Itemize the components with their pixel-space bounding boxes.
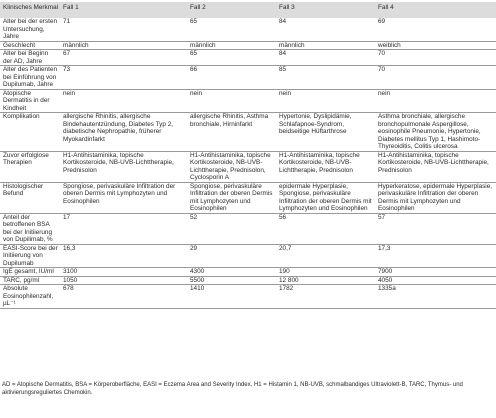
header-cell-case-1: Fall 1	[60, 2, 187, 18]
table-cell: 4050	[375, 276, 496, 285]
header-cell-case-3: Fall 3	[276, 2, 375, 18]
table-row	[0, 213, 496, 244]
row-label: TARC, pg/ml	[0, 276, 60, 285]
table-cell: 16,3	[60, 244, 187, 268]
table-cell: 5500	[187, 276, 276, 285]
table-row	[0, 151, 496, 182]
table-cell: 85	[276, 66, 375, 90]
table-cell: 678	[60, 285, 187, 309]
table-cell: 12 800	[276, 276, 375, 285]
header-cell-case-4: Fall 4	[375, 2, 496, 18]
table-cell: 70	[375, 66, 496, 90]
row-label: Alter bei der ersten Untersuchung, Jahre	[0, 18, 60, 41]
table-footnote: AD = Atopische Dermatitis, BSA = Körperoberfläche, EASI = Eczema Area and Severity Index, H1 = Histamin 1, NB-UVB, schmalbandiges Ultraviolett-B, TARC, Thymus- und aktivierungsreguliertes Chemokin.	[2, 382, 463, 396]
table-cell: 1050	[60, 276, 187, 285]
table-cell: nein	[276, 89, 375, 113]
table-cell: nein	[187, 89, 276, 113]
table-cell: Asthma bronchiale, allergische bronchopulmonale Aspergillose, eosinophile Pneumonie, Hypertonie, Diabetes mellitus Typ 1, Hashimoto-Thyreoiditis, Colitis ulcerosa	[375, 113, 496, 152]
table-cell: H1-Antihistaminika, topische Kortikosteroide, NB-UVB-Lichttherapie, Prednisolon	[60, 151, 187, 182]
table-cell: 57	[375, 213, 496, 244]
table-cell: 52	[187, 213, 276, 244]
table-row	[0, 244, 496, 268]
row-label: IgE gesamt, IU/ml	[0, 268, 60, 277]
table-cell: 17,3	[375, 244, 496, 268]
table-row	[0, 50, 496, 66]
table-cell: 1410	[187, 285, 276, 309]
table-cell: 3100	[60, 268, 187, 277]
table-cell: H1-Antihistaminika, topische Kortikosteroide, NB-UVB-Lichttherapie, Prednisolon, Cyclosporin A	[187, 151, 276, 182]
table-row	[0, 285, 496, 309]
table-cell: männlich	[276, 41, 375, 50]
header-row	[0, 2, 496, 18]
table-cell: 65	[187, 50, 276, 66]
table-cell: 190	[276, 268, 375, 277]
table-cell: Hyperkeratose, epidermale Hyperplasie, perivaskuläre Infiltration der oberen Dermis mit Lymphozyten und Eosinophilen	[375, 182, 496, 213]
table-cell: 73	[60, 66, 187, 90]
table-cell: H1-Antihistaminika, topische Kortikosteroide, NB-UVB-Lichttherapie, Prednisolon	[276, 151, 375, 182]
row-label: EASI-Score bei der Initiierung von Dupilumab	[0, 244, 60, 268]
table-cell: Spongiose, perivaskuläre Infiltration der oberen Dermis mit Lymphozyten und Eosinophilen	[187, 182, 276, 213]
table-row	[0, 41, 496, 50]
table-cell: 69	[375, 18, 496, 41]
table-cell: allergische Rhinitis, Asthma bronchiale, Hirninfarkt	[187, 113, 276, 152]
row-label: Histologischer Befund	[0, 182, 60, 213]
table-row	[0, 113, 496, 152]
table-cell: nein	[60, 89, 187, 113]
table-cell: männlich	[60, 41, 187, 50]
table-row	[0, 66, 496, 90]
table-cell: Spongiose, perivaskuläre Infiltration der oberen Dermis mit Lymphozyten und Eosinophilen	[60, 182, 187, 213]
table-cell: 67	[60, 50, 187, 66]
row-label: Absolute Eosinophilenzahl, µL⁻¹	[0, 285, 60, 309]
table-cell: weiblich	[375, 41, 496, 50]
row-label: Zuvor erfolglose Therapien	[0, 151, 60, 182]
header-cell-feature: Klinisches Merkmal	[0, 2, 60, 18]
table-cell: 65	[187, 18, 276, 41]
table-cell: männlich	[187, 41, 276, 50]
table-cell: 7900	[375, 268, 496, 277]
table-cell: allergische Rhinitis, allergische Bindehautentzündung, Diabetes Typ 2, diabetische Nephropathie, früherer Myokardinfarkt	[60, 113, 187, 152]
table-cell: 20,7	[276, 244, 375, 268]
table-cell: 1782	[276, 285, 375, 309]
header-cell-case-2: Fall 2	[187, 2, 276, 18]
table-cell: epidermale Hyperplasie, Spongiose, perivaskuläre Infiltration der oberen Dermis mit Lymphozyten und Eosinophilen	[276, 182, 375, 213]
table-row	[0, 268, 496, 277]
row-label: Geschlecht	[0, 41, 60, 50]
table-cell: 17	[60, 213, 187, 244]
clinical-features-table	[0, 2, 496, 309]
table-cell: 56	[276, 213, 375, 244]
table-cell: 29	[187, 244, 276, 268]
table-cell: 71	[60, 18, 187, 41]
table-cell: 1335a	[375, 285, 496, 309]
row-label: Komplikation	[0, 113, 60, 152]
table-cell: 84	[276, 50, 375, 66]
table-row	[0, 89, 496, 113]
row-label: Alter des Patienten bei Einführung von Dupilumab, Jahre	[0, 66, 60, 90]
table-row	[0, 18, 496, 41]
row-label: Alter bei Beginn der AD, Jahre	[0, 50, 60, 66]
table-cell: 4300	[187, 268, 276, 277]
table-cell: H1-Antihistaminika, topische Kortikosteroide, NB-UVB-Lichttherapie, Prednisolon	[375, 151, 496, 182]
row-label: Anteil der betroffenen BSA bei der Initiierung von Dupilimab, %	[0, 213, 60, 244]
table-cell: Hypertonie, Dyslipidämie, Schlafapnoe-Syndrom, beidseitige Hüftarthrose	[276, 113, 375, 152]
table-row	[0, 182, 496, 213]
table-cell: nein	[375, 89, 496, 113]
table-cell: 70	[375, 50, 496, 66]
table-row	[0, 276, 496, 285]
table-cell: 84	[276, 18, 375, 41]
table-cell: 66	[187, 66, 276, 90]
row-label: Atopische Dermatitis in der Kindheit	[0, 89, 60, 113]
